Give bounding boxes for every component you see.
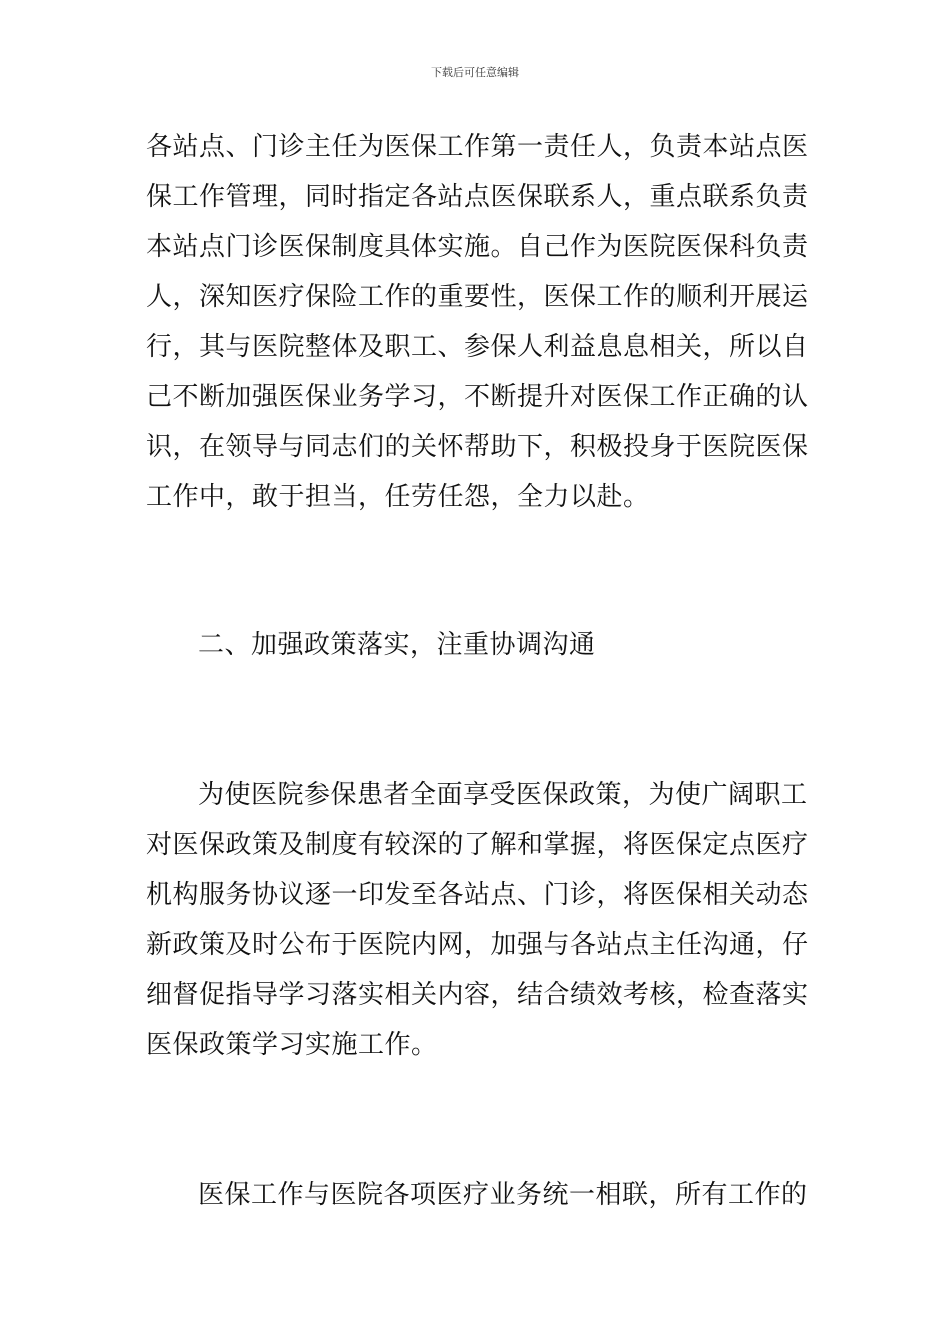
page-header: 下载后可任意编辑 xyxy=(431,66,519,79)
paragraph-line: 医保政策学习实施工作。 xyxy=(146,1030,438,1060)
paragraph-line: 各站点、门诊主任为医保工作第一责任人，负责本站点医 xyxy=(146,132,809,162)
paragraph-line: 对医保政策及制度有较深的了解和掌握，将医保定点医疗 xyxy=(146,830,809,860)
paragraph-line: 细督促指导学习落实相关内容，结合绩效考核，检查落实 xyxy=(146,980,809,1010)
paragraph-line: 识，在领导与同志们的关怀帮助下，积极投身于医院医保 xyxy=(146,432,809,462)
paragraph-line: 为使医院参保患者全面享受医保政策，为使广阔职工 xyxy=(198,780,808,810)
paragraph-line: 己不断加强医保业务学习，不断提升对医保工作正确的认 xyxy=(146,382,809,412)
paragraph-line: 本站点门诊医保制度具体实施。自己作为医院医保科负责 xyxy=(146,232,809,262)
paragraph-line: 人，深知医疗保险工作的重要性，医保工作的顺利开展运 xyxy=(146,282,809,312)
paragraph-line: 保工作管理，同时指定各站点医保联系人，重点联系负责 xyxy=(146,182,809,212)
paragraph-line: 机构服务协议逐一印发至各站点、门诊，将医保相关动态 xyxy=(146,880,809,910)
paragraph-line: 行，其与医院整体及职工、参保人利益息息相关，所以自 xyxy=(146,332,809,362)
paragraph-line: 工作中，敢于担当，任劳任怨，全力以赴。 xyxy=(146,482,650,512)
paragraph-line: 医保工作与医院各项医疗业务统一相联，所有工作的 xyxy=(198,1180,808,1210)
paragraph-line: 新政策及时公布于医院内网，加强与各站点主任沟通，仔 xyxy=(146,930,809,960)
section-heading: 二、加强政策落实，注重协调沟通 xyxy=(198,630,596,660)
